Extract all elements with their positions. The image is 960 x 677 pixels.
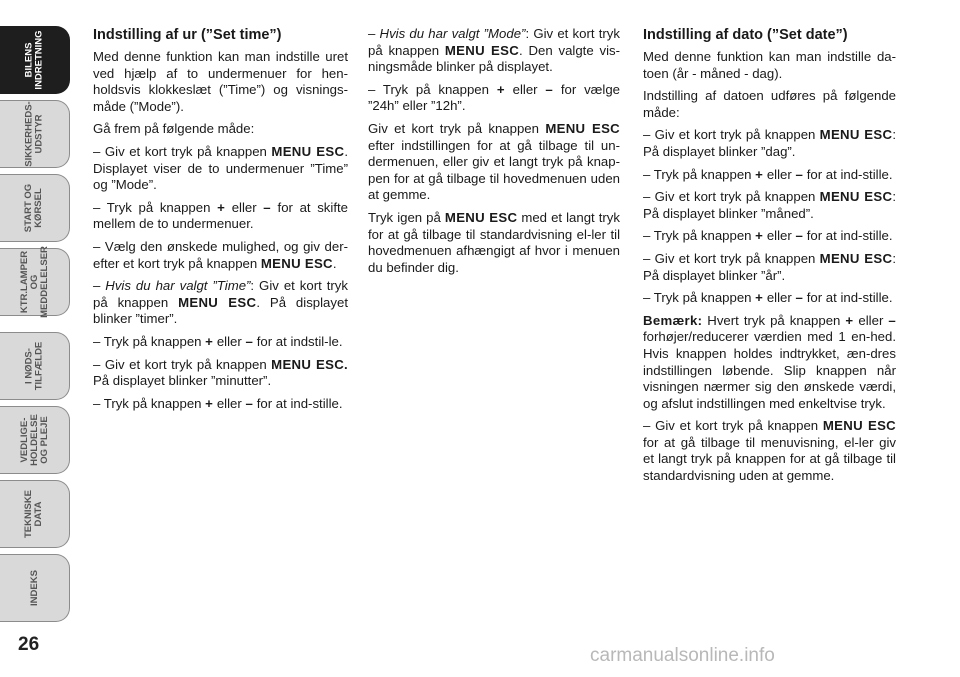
step: – Hvis du har valgt ”Time”: Giv et kort tryk på knappen MENU ESC. På displayet blinker ”timer”. xyxy=(93,278,348,327)
key-label: MENU ESC xyxy=(819,250,893,266)
paragraph: Tryk igen på MENU ESC med et langt tryk for at gå tilbage til standardvisning el-ler til hovedmenuen afhængigt af hvor i menuen du befinder dig. xyxy=(368,209,620,275)
step: – Tryk på knappen + eller – for at ind-stille. xyxy=(643,290,893,306)
step: – Giv et kort tryk på knappen MENU ESC. Displayet viser de to undermenuer ”Time” og ”Mode”. xyxy=(93,143,348,193)
minus-key: – xyxy=(795,290,804,306)
tab-label: SIKKERHEDS- UDSTYR xyxy=(23,101,45,167)
step: – Hvis du har valgt ”Mode”: Giv et kort tryk på knappen MENU ESC. Den valgte vis-ningsmåde blinker på displayet. xyxy=(368,26,620,75)
key-label: MENU ESC xyxy=(819,189,893,205)
tab-label: START OG KØRSEL xyxy=(23,183,45,233)
minus-key: – xyxy=(245,333,254,349)
tab-indeks[interactable] xyxy=(0,554,70,622)
tab-label: TEKNISKE DATA xyxy=(23,489,45,539)
plus-key: + xyxy=(755,166,764,182)
step: – Tryk på knappen + eller – for vælge ”24h” eller ”12h”. xyxy=(368,81,621,114)
key-label: MENU ESC xyxy=(819,127,893,143)
column-set-time xyxy=(93,26,348,418)
paragraph: Med denne funktion kan man indstille da-toen (år - måned - dag). xyxy=(643,49,896,81)
tab-label: INDEKS xyxy=(28,570,40,606)
section-heading: Indstilling af dato (”Set date”) xyxy=(643,27,848,43)
plus-key: + xyxy=(205,333,214,349)
key-label: MENU ESC xyxy=(178,294,257,310)
step: – Tryk på knappen + eller – for at skifte mellem de to undermenuer. xyxy=(93,199,348,232)
step: – Tryk på knappen + eller – for at ind-stille. xyxy=(643,166,893,182)
page-number: 26 xyxy=(18,634,40,655)
plus-key: + xyxy=(217,199,226,215)
tab-sikkerhedsudstyr[interactable] xyxy=(0,100,70,168)
plus-key: + xyxy=(755,290,764,306)
step: – Tryk på knappen + eller – for at ind-stille. xyxy=(93,395,343,411)
step: – Vælg den ønskede mulighed, og giv der-efter et kort tryk på knappen MENU ESC. xyxy=(93,238,348,271)
paragraph: Giv et kort tryk på knappen MENU ESC efter indstillingen for at gå tilbage til un-dermenuen, eller giv et langt tryk på knap-pen for at gå tilbage til hovedmenuen uden at gemme. xyxy=(368,120,620,203)
watermark: carmanualsonline.info xyxy=(590,645,775,666)
minus-key: – xyxy=(245,395,254,411)
section-heading: Indstilling af ur (”Set time”) xyxy=(93,27,282,43)
note-label: Bemærk: xyxy=(643,312,703,328)
tab-ktr-lamper[interactable] xyxy=(0,248,70,316)
key-label: MENU ESC xyxy=(822,418,896,434)
plus-key: + xyxy=(845,312,854,328)
key-label: MENU ESC xyxy=(271,143,345,159)
plus-key: + xyxy=(755,228,764,244)
minus-key: – xyxy=(888,312,896,328)
tab-i-nodstilfaelde[interactable] xyxy=(0,332,70,400)
key-label: MENU ESC. xyxy=(271,356,348,372)
key-label: MENU ESC xyxy=(545,120,620,136)
minus-key: – xyxy=(795,228,804,244)
step: – Giv et kort tryk på knappen MENU ESC: På displayet blinker ”dag”. xyxy=(643,127,896,159)
key-label: MENU ESC xyxy=(444,42,520,58)
tab-bilens-indretning[interactable] xyxy=(0,26,70,94)
tab-tekniske-data[interactable] xyxy=(0,480,70,548)
paragraph: Med denne funktion kan man indstille uret ved hjælp af to undermenuer for hen-holdsvis klokkeslæt (”Time”) og visnings-måde (”Mode”). xyxy=(93,49,348,114)
step: – Tryk på knappen + eller – for at indstil-le. xyxy=(93,333,343,349)
plus-key: + xyxy=(496,81,505,97)
tab-start-og-korsel[interactable] xyxy=(0,174,70,242)
minus-key: – xyxy=(795,166,804,182)
minus-key: – xyxy=(545,81,554,97)
step: – Giv et kort tryk på knappen MENU ESC: På displayet blinker ”måned”. xyxy=(643,189,896,221)
note: Bemærk: Hvert tryk på knappen + eller – forhøjer/reducerer værdien med 1 en-hed. Hvis knappen holdes indtrykket, æn-dres indstillingen løbende. Slip knappen når visningen nærmer sig den ønskede værdi, og afslut indstillingen med enkeltvise tryk. xyxy=(643,312,896,411)
paragraph: Indstilling af datoen udføres på følgende måde: xyxy=(643,88,896,120)
tab-label: KTR.LAMPER OG MEDDELELSER xyxy=(18,246,50,318)
tab-label: I NØDS- TILFÆLDE xyxy=(23,341,45,391)
step: – Giv et kort tryk på knappen MENU ESC for at gå tilbage til menuvisning, el-ler giv et langt tryk på knappen for at gå tilbage til standardvisning uden at gemme. xyxy=(643,418,896,484)
tab-label: BILENS INDRETNING xyxy=(23,30,45,90)
tab-label: VEDLIGE- HOLDELSE OG PLEJE xyxy=(18,414,50,466)
column-set-mode xyxy=(368,26,620,282)
key-label: MENU ESC xyxy=(444,209,518,225)
step: – Giv et kort tryk på knappen MENU ESC: På displayet blinker ”år”. xyxy=(643,250,896,283)
paragraph: Gå frem på følgende måde: xyxy=(93,121,255,137)
column-set-date xyxy=(643,26,896,491)
minus-key: – xyxy=(263,199,271,215)
tab-vedligeholdelse[interactable] xyxy=(0,406,70,474)
plus-key: + xyxy=(205,395,214,411)
step: – Giv et kort tryk på knappen MENU ESC. På displayet blinker ”minutter”. xyxy=(93,356,348,389)
step: – Tryk på knappen + eller – for at ind-stille. xyxy=(643,228,893,244)
key-label: MENU ESC xyxy=(260,255,333,271)
